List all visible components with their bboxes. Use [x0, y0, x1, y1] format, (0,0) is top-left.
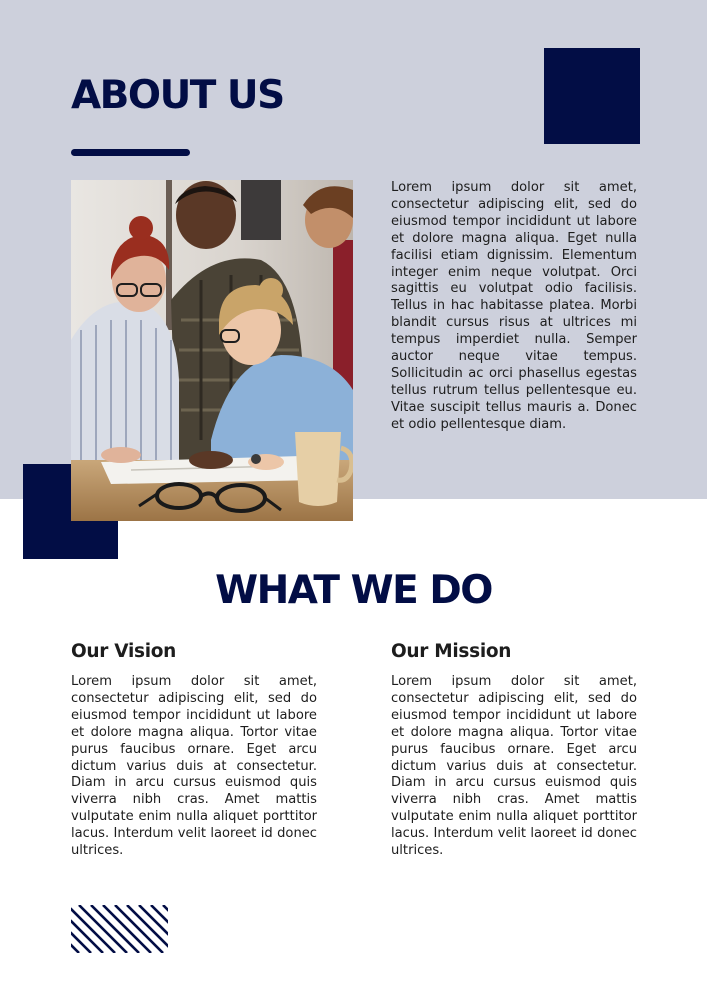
about-us-title: ABOUT US — [71, 73, 284, 118]
mission-heading: Our Mission — [391, 641, 512, 662]
team-meeting-photo — [71, 180, 353, 521]
mission-body-text: Lorem ipsum dolor sit amet, consectetur adipiscing elit, sed do eiusmod tempor incididunt ut labore et dolore magna aliqua. Tortor vitae purus faucibus ornare. Eget arcu dictum varius duis at consectetur. Diam in arcu cursus euismod quis viverra nibh cras. Amet mattis vulputate enim nulla aliquet porttitor lacus. Interdum velit laoreet id donec ultrices. — [391, 674, 637, 859]
decorative-navy-square-top — [544, 48, 640, 144]
mission-column — [391, 640, 637, 860]
what-we-do-title: WHAT WE DO — [215, 568, 492, 613]
diagonal-stripes-icon — [71, 905, 168, 953]
vision-heading: Our Vision — [71, 641, 177, 662]
title-underline — [71, 149, 190, 156]
about-us-body-text: Lorem ipsum dolor sit amet, consectetur adipiscing elit, sed do eiusmod tempor incididunt ut labore et dolore magna aliqua. Eget nulla facilisi etiam dignissim. Elementum integer enim neque volutpat. Orci sagittis eu volutpat odio facilisis. Tellus in hac habitasse platea. Morbi blandit cursus risus at ultrices mi tempus imperdiet nulla. Semper auctor neque vitae tempus. Sollicitudin ac orci phasellus egestas tellus rutrum tellus pellentesque eu. Vitae suscipit tellus mauris a. Donec et odio pellentesque diam. — [391, 180, 637, 432]
vision-body-text: Lorem ipsum dolor sit amet, consectetur adipiscing elit, sed do eiusmod tempor incididunt ut labore et dolore magna aliqua. Tortor vitae purus faucibus ornare. Eget arcu dictum varius duis at consectetur. Diam in arcu cursus euismod quis viverra nibh cras. Amet mattis vulputate enim nulla aliquet porttitor lacus. Interdum velit laoreet id donec ultrices. — [71, 674, 317, 859]
vision-column — [71, 640, 317, 860]
